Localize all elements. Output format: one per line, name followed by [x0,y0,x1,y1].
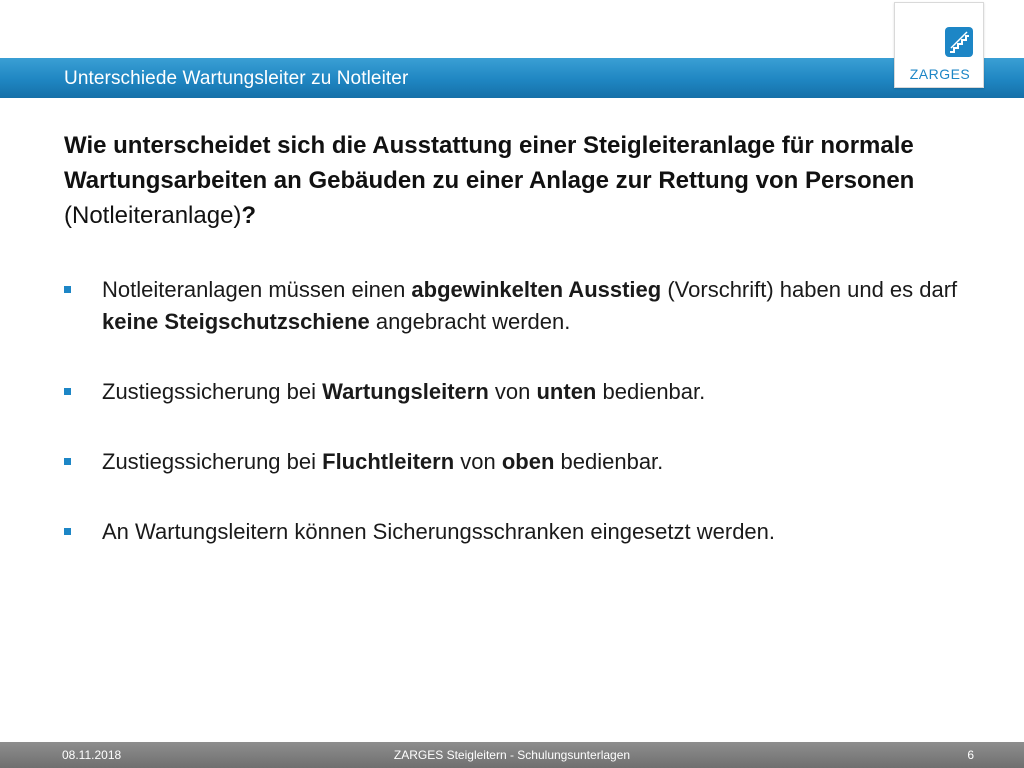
bullet-square-icon [64,388,71,395]
page-number: 6 [967,748,974,762]
text-segment: (Notleiteranlage) [64,202,242,229]
bold-text: oben [501,449,555,474]
bullet-square-icon [64,528,71,535]
text-segment: Zustiegssicherung bei [102,449,323,474]
text-segment: angebracht werden. [369,309,571,334]
text-segment: Notleiteranlagen müssen einen [102,277,412,302]
bold-text: Wartungsleitern [322,379,489,404]
bullet-item [64,446,964,478]
bullet-item [64,376,964,408]
bold-text: keine Steigschutzschiene [102,309,370,334]
footer-band [0,742,1024,768]
bullet-square-icon [64,286,71,293]
bullet-item [64,516,964,548]
text-segment: von [488,379,537,404]
bullet-list [64,274,964,586]
footer-caption: ZARGES Steigleitern - Schulungsunterlagen [393,748,631,762]
text-segment: An Wartungsleitern können Sicherungsschranken eingesetzt werden. [102,519,776,544]
text-segment: bedienbar. [554,449,664,474]
bold-text: abgewinkelten Ausstieg [411,277,662,302]
bold-text: ? [241,202,257,229]
stairs-logo-icon [945,27,973,57]
bold-text: Fluchtleitern [322,449,455,474]
text-segment: bedienbar. [596,379,706,404]
header-band [0,58,1024,98]
logo-wordmark: ZARGES [909,66,971,82]
bullet-item [64,274,964,338]
slide-title: Unterschiede Wartungsleiter zu Notleiter [64,68,409,89]
question-heading [64,128,964,233]
text-segment: Zustiegssicherung bei [102,379,323,404]
bold-text: Wie unterscheidet sich die Ausstattung einer Steigleiteranlage für normale Wartungsarbeiten an Gebäuden zu einer Anlage zur Rettung von Personen [64,132,915,194]
text-segment: von [454,449,502,474]
bold-text: unten [536,379,597,404]
text-segment: (Vorschrift) haben und es darf [661,277,958,302]
zarges-logo [894,2,984,88]
footer-date: 08.11.2018 [62,748,122,762]
bullet-square-icon [64,458,71,465]
